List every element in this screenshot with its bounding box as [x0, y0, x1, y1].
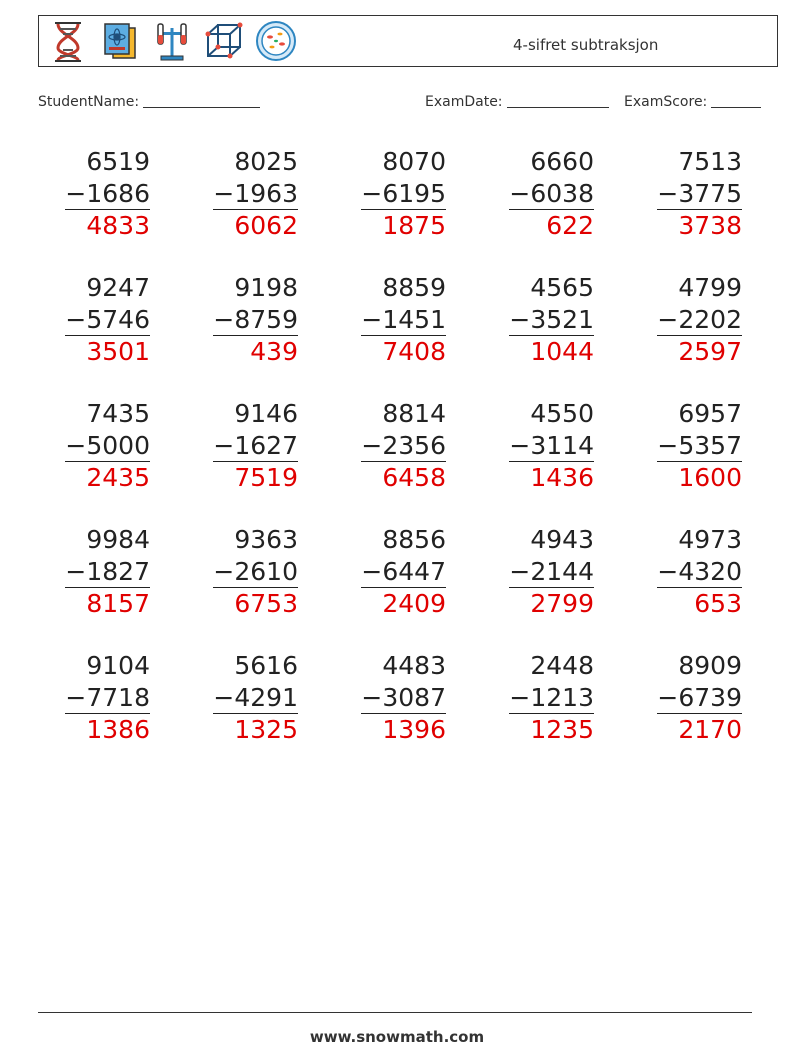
answer: 6062 [234, 211, 298, 240]
minuend: 8025 [234, 147, 298, 176]
subtrahend-row [50, 430, 150, 462]
subtrahend: −1827 [65, 557, 150, 586]
minuend: 8070 [382, 147, 446, 176]
exam-score-label: ExamScore: [624, 94, 708, 110]
minuend: 4550 [530, 399, 594, 428]
subtraction-problem [494, 524, 594, 620]
subtraction-problem [346, 398, 446, 494]
minuend: 4973 [678, 525, 742, 554]
exam-date-label: ExamDate: [425, 94, 503, 110]
footer-divider [38, 1012, 752, 1013]
subtraction-problem [642, 398, 742, 494]
student-name-blank[interactable] [143, 93, 260, 108]
subtrahend-row [346, 556, 446, 588]
science-book-icon [99, 20, 141, 62]
subtraction-problem [346, 524, 446, 620]
answer: 1325 [234, 715, 298, 744]
exam-date-blank[interactable] [507, 93, 609, 108]
answer: 7408 [382, 337, 446, 366]
cube-icon [203, 20, 245, 62]
answer: 439 [250, 337, 298, 366]
subtrahend: −2202 [657, 305, 742, 334]
subtrahend-row [494, 430, 594, 462]
answer: 2409 [382, 589, 446, 618]
subtrahend: −6447 [361, 557, 446, 586]
subtraction-problem [642, 146, 742, 242]
dna-icon [47, 20, 89, 62]
minuend: 7513 [678, 147, 742, 176]
minuend: 8909 [678, 651, 742, 680]
subtrahend: −5357 [657, 431, 742, 460]
subtrahend-row [642, 304, 742, 336]
subtrahend: −6739 [657, 683, 742, 712]
subtrahend: −7718 [65, 683, 150, 712]
subtrahend-row [50, 682, 150, 714]
test-tubes-icon [151, 20, 193, 62]
subtrahend: −1451 [361, 305, 446, 334]
student-name-field[interactable] [38, 93, 260, 110]
student-name-label: StudentName: [38, 94, 140, 110]
minuend: 4483 [382, 651, 446, 680]
subtraction-problem [346, 146, 446, 242]
answer: 1396 [382, 715, 446, 744]
subtraction-problem [198, 524, 298, 620]
subtrahend-row [494, 556, 594, 588]
minuend: 8856 [382, 525, 446, 554]
subtrahend: −8759 [213, 305, 298, 334]
minuend: 8859 [382, 273, 446, 302]
answer: 1600 [678, 463, 742, 492]
subtrahend: −6195 [361, 179, 446, 208]
subtrahend: −1213 [509, 683, 594, 712]
answer: 1875 [382, 211, 446, 240]
subtrahend: −5746 [65, 305, 150, 334]
minuend: 9247 [86, 273, 150, 302]
subtrahend-row [494, 178, 594, 210]
answer: 1044 [530, 337, 594, 366]
subtraction-problem [50, 146, 150, 242]
minuend: 9146 [234, 399, 298, 428]
petri-dish-icon [255, 20, 297, 62]
answer: 653 [694, 589, 742, 618]
minuend: 6519 [86, 147, 150, 176]
answer: 2799 [530, 589, 594, 618]
answer: 1386 [86, 715, 150, 744]
answer: 2597 [678, 337, 742, 366]
subtraction-problem [642, 650, 742, 746]
subtrahend: −6038 [509, 179, 594, 208]
answer: 6753 [234, 589, 298, 618]
minuend: 9984 [86, 525, 150, 554]
subtrahend-row [642, 430, 742, 462]
subtrahend-row [346, 178, 446, 210]
subtrahend-row [50, 304, 150, 336]
subtrahend-row [642, 682, 742, 714]
answer: 3738 [678, 211, 742, 240]
subtrahend-row [198, 304, 298, 336]
subtraction-problem [50, 398, 150, 494]
answer: 6458 [382, 463, 446, 492]
minuend: 8814 [382, 399, 446, 428]
subtrahend: −1686 [65, 179, 150, 208]
answer: 4833 [86, 211, 150, 240]
subtraction-problem [494, 398, 594, 494]
exam-score-field[interactable] [624, 93, 761, 110]
subtrahend: −5000 [65, 431, 150, 460]
minuend: 6957 [678, 399, 742, 428]
header-box [38, 15, 778, 67]
minuend: 9363 [234, 525, 298, 554]
subtrahend-row [494, 682, 594, 714]
subtraction-problem [50, 272, 150, 368]
subtraction-problem [494, 650, 594, 746]
subtraction-problem [494, 272, 594, 368]
subtraction-problem [494, 146, 594, 242]
subtrahend-row [50, 556, 150, 588]
subtraction-problem [50, 524, 150, 620]
subtrahend-row [346, 304, 446, 336]
subtraction-problem [642, 524, 742, 620]
subtrahend: −3087 [361, 683, 446, 712]
subtraction-problem [346, 272, 446, 368]
subtrahend-row [642, 556, 742, 588]
minuend: 4799 [678, 273, 742, 302]
minuend: 4943 [530, 525, 594, 554]
subtrahend: −3114 [509, 431, 594, 460]
minuend: 7435 [86, 399, 150, 428]
minuend: 2448 [530, 651, 594, 680]
icon-strip [47, 20, 297, 62]
subtrahend: −2144 [509, 557, 594, 586]
answer: 3501 [86, 337, 150, 366]
subtrahend: −3521 [509, 305, 594, 334]
subtrahend: −3775 [657, 179, 742, 208]
subtrahend: −4291 [213, 683, 298, 712]
answer: 622 [546, 211, 594, 240]
subtraction-problem [198, 272, 298, 368]
subtrahend-row [198, 178, 298, 210]
minuend: 9104 [86, 651, 150, 680]
answer: 2435 [86, 463, 150, 492]
exam-score-blank[interactable] [711, 93, 761, 108]
subtrahend: −2610 [213, 557, 298, 586]
answer: 8157 [86, 589, 150, 618]
minuend: 4565 [530, 273, 594, 302]
exam-date-field[interactable] [425, 93, 609, 110]
subtraction-problem [346, 650, 446, 746]
subtrahend-row [50, 178, 150, 210]
subtraction-problem [50, 650, 150, 746]
minuend: 5616 [234, 651, 298, 680]
subtrahend-row [198, 430, 298, 462]
subtrahend: −1963 [213, 179, 298, 208]
subtraction-problem [198, 398, 298, 494]
subtrahend-row [346, 682, 446, 714]
subtraction-problem [198, 650, 298, 746]
subtrahend-row [642, 178, 742, 210]
answer: 7519 [234, 463, 298, 492]
subtrahend-row [494, 304, 594, 336]
minuend: 6660 [530, 147, 594, 176]
subtrahend: −2356 [361, 431, 446, 460]
subtrahend: −4320 [657, 557, 742, 586]
subtrahend-row [346, 430, 446, 462]
subtrahend-row [198, 682, 298, 714]
subtrahend-row [198, 556, 298, 588]
answer: 1436 [530, 463, 594, 492]
footer-site: www.snowmath.com [309, 1028, 485, 1046]
minuend: 9198 [234, 273, 298, 302]
worksheet-title: 4-sifret subtraksjon [513, 36, 659, 54]
subtrahend: −1627 [213, 431, 298, 460]
subtraction-problem [642, 272, 742, 368]
subtraction-problem [198, 146, 298, 242]
answer: 2170 [678, 715, 742, 744]
answer: 1235 [530, 715, 594, 744]
